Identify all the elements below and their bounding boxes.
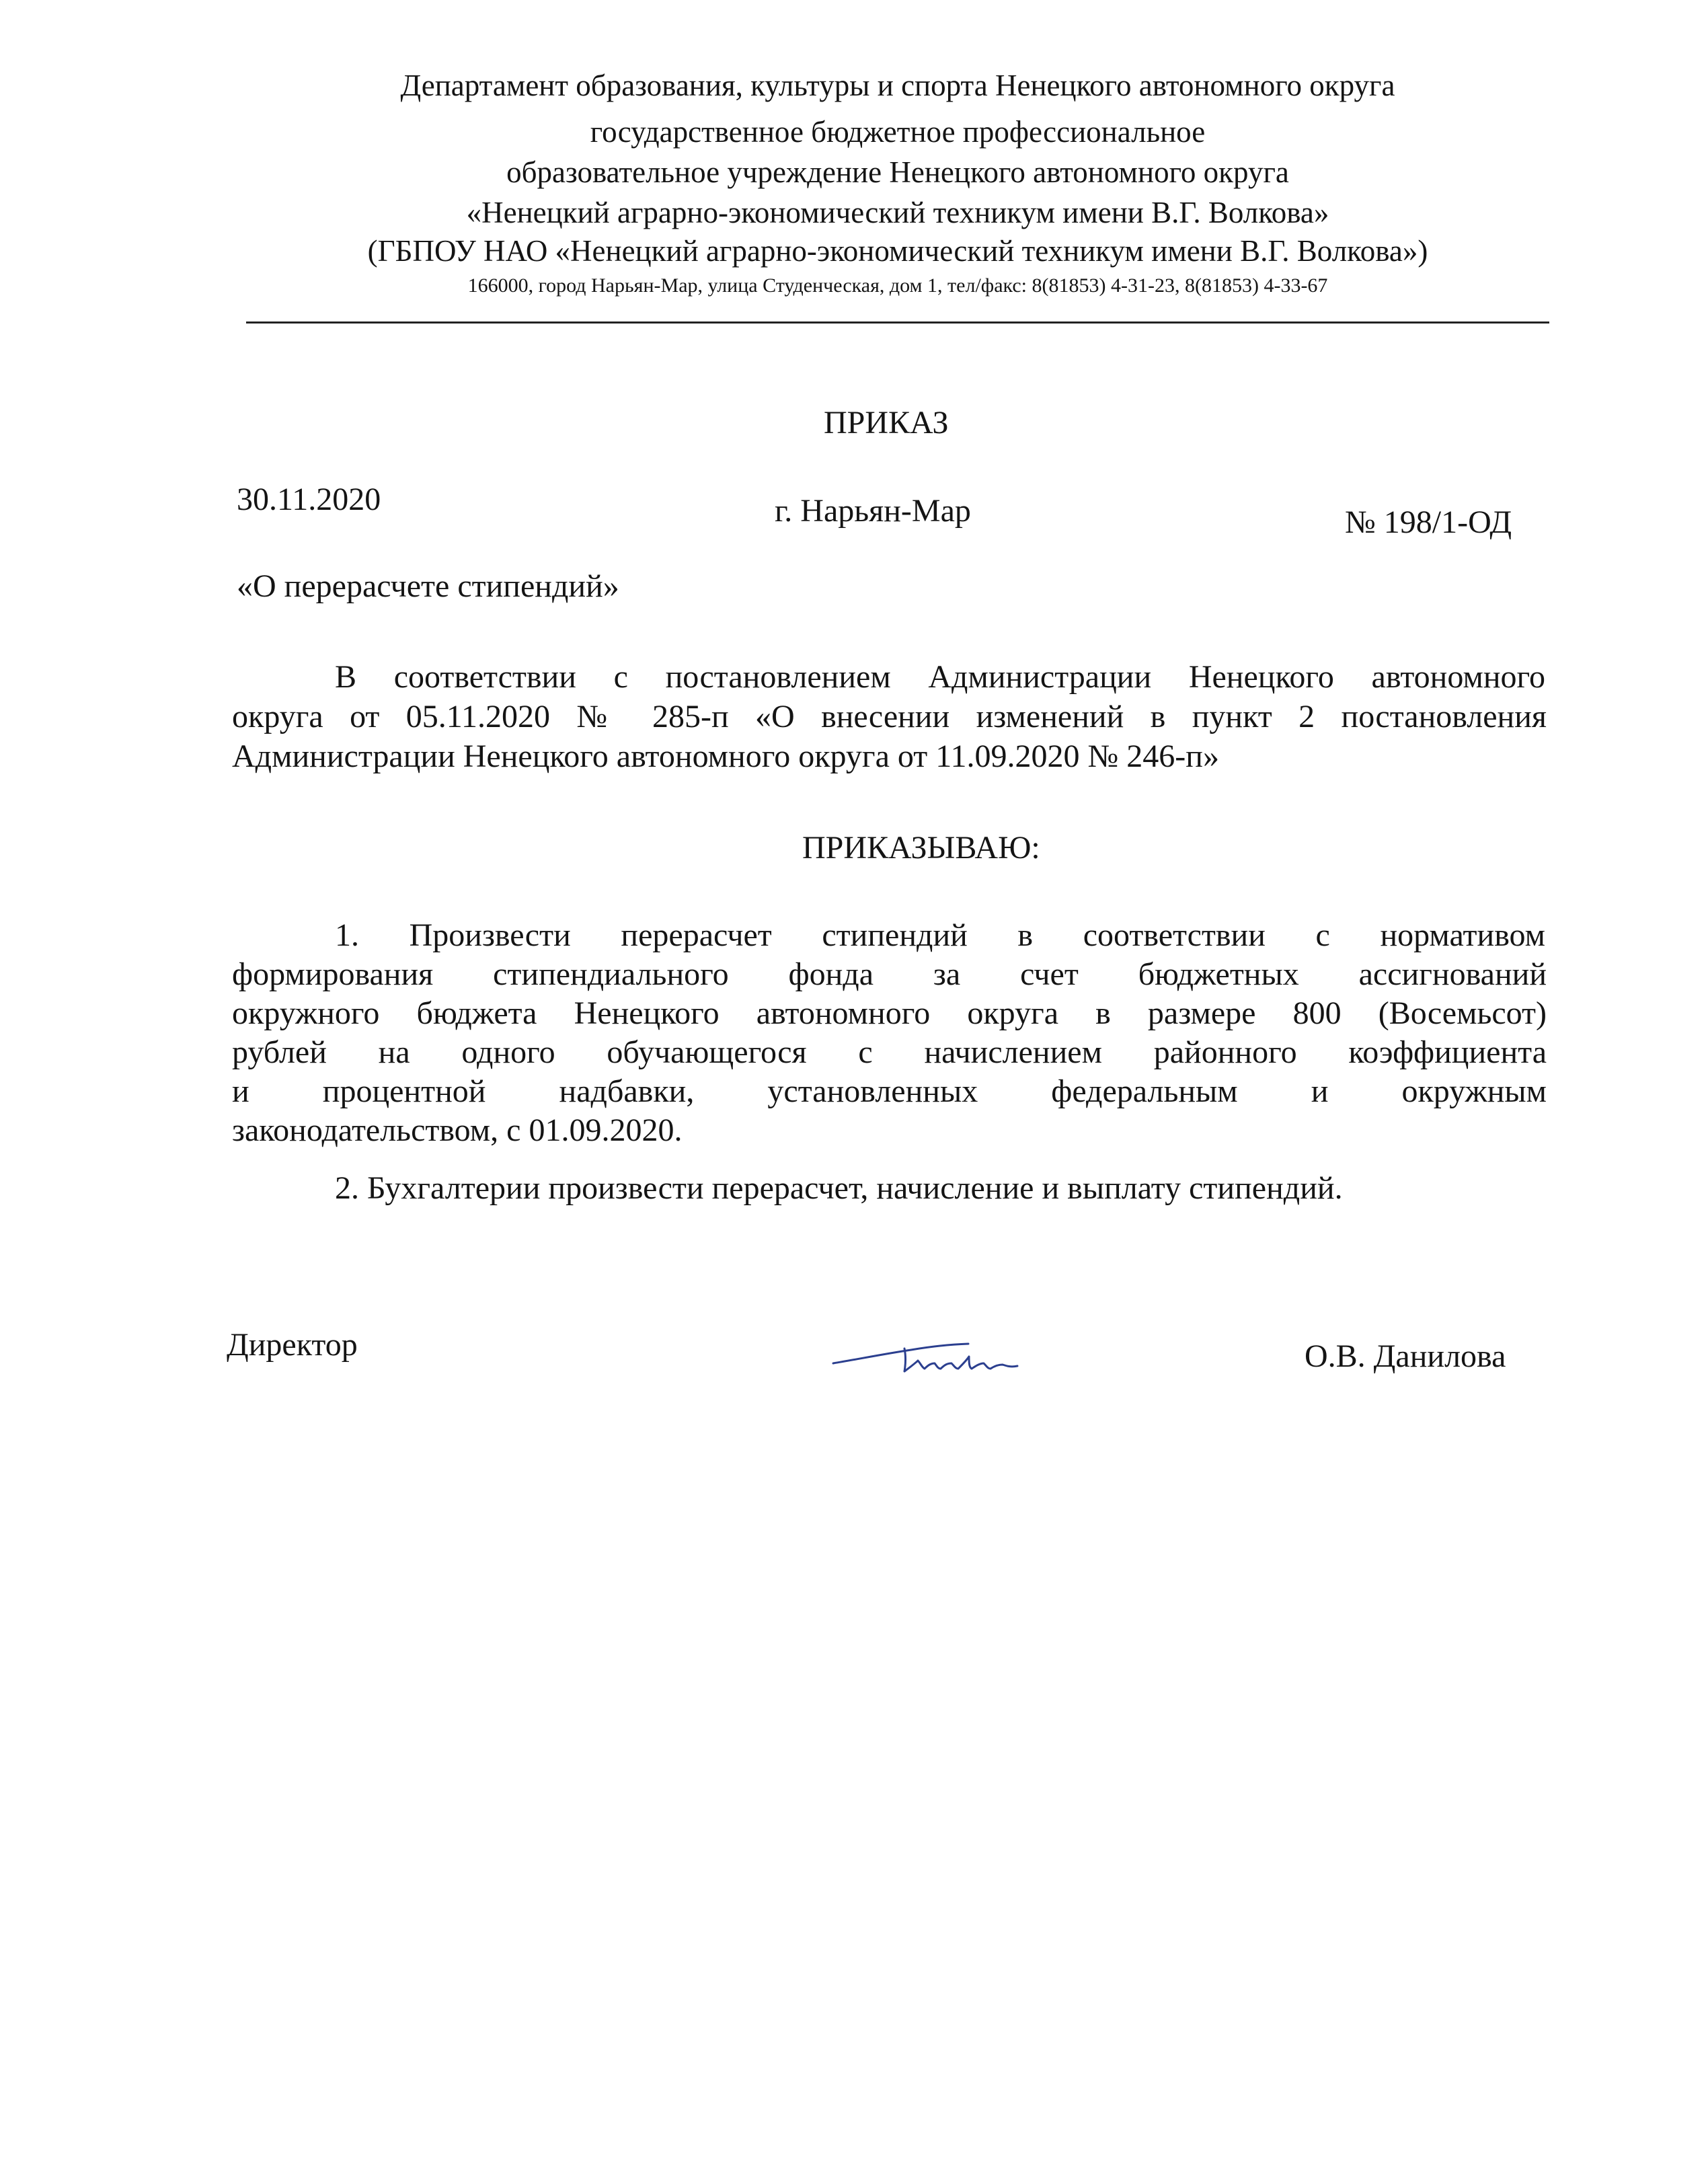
header-department: Департамент образования, культуры и спорта Ненецкого автономного округа (400, 69, 1395, 102)
header-institution-type: государственное бюджетное профессиональное (590, 115, 1206, 149)
order-date: 30.11.2020 (237, 482, 381, 517)
order-number: № 198/1-ОД (1345, 504, 1512, 540)
preamble-line-2: округа от 05.11.2020 № 285-п «О внесении изменений в пункт 2 постановления (232, 699, 1547, 734)
header-institution-name: «Ненецкий аграрно-экономический техникум имени В.Г. Волкова» (466, 196, 1329, 229)
signoff-name: О.В. Данилова (1305, 1338, 1506, 1374)
order-title: ПРИКАЗ (824, 405, 949, 441)
signature-mark (830, 1334, 1052, 1381)
header-address: 166000, город Нарьян-Мар, улица Студенческая, дом 1, тел/факс: 8(81853) 4-31-23, 8(81853) 4-33-67 (467, 274, 1328, 297)
item-1-line-6: законодательством, с 01.09.2020. (232, 1112, 683, 1148)
order-directive: ПРИКАЗЫВАЮ: (802, 830, 1040, 866)
order-subject: «О перерасчете стипендий» (237, 568, 619, 604)
item-1-line-5: и процентной надбавки, установленных федеральным и окружным (232, 1073, 1547, 1109)
item-2: 2. Бухгалтерии произвести перерасчет, начисление и выплату стипендий. (335, 1170, 1343, 1206)
order-place: г. Нарьян-Мар (775, 493, 971, 529)
item-1-line-2: формирования стипендиального фонда за счет бюджетных ассигнований (232, 956, 1547, 992)
signoff-position: Директор (227, 1327, 358, 1363)
item-1-line-1: 1. Произвести перерасчет стипендий в соответствии с нормативом (335, 917, 1545, 953)
item-1-line-4: рублей на одного обучающегося с начислением районного коэффициента (232, 1034, 1547, 1070)
header-institution-abbrev: (ГБПОУ НАО «Ненецкий аграрно-экономический техникум имени В.Г. Волкова») (367, 234, 1428, 268)
header-divider (246, 321, 1549, 324)
preamble-line-3: Администрации Ненецкого автономного округа от 11.09.2020 № 246-п» (232, 738, 1219, 774)
header-institution-kind: образовательное учреждение Ненецкого автономного округа (506, 155, 1289, 189)
item-1-line-3: окружного бюджета Ненецкого автономного округа в размере 800 (Восемьсот) (232, 995, 1547, 1031)
preamble-line-1: В соответствии с постановлением Администрации Ненецкого автономного (335, 659, 1545, 695)
